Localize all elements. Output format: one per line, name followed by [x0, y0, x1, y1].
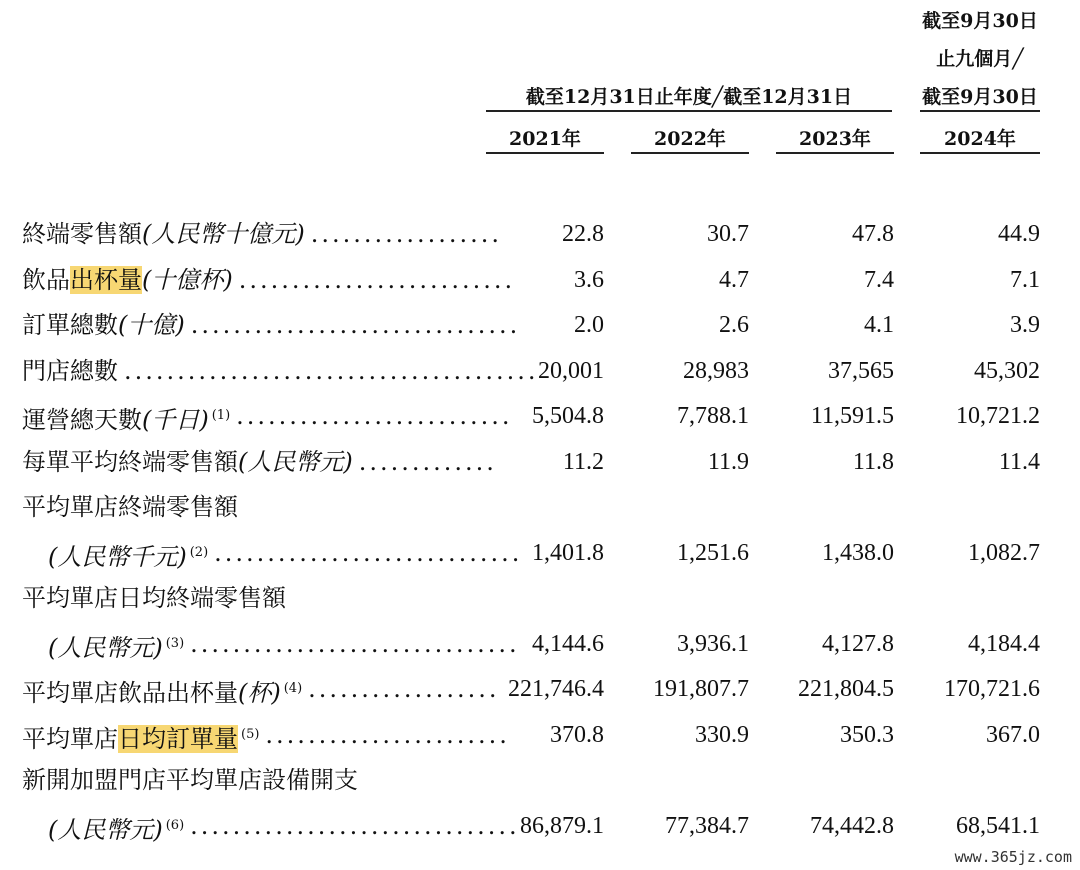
table-row — [22, 440, 1080, 484]
year-header: 2023年 — [799, 128, 871, 150]
value-cell: 330.9 — [695, 721, 749, 748]
value-cell: 11.9 — [707, 448, 749, 475]
value-cell: 221,746.4 — [508, 676, 604, 702]
row-unit: (人民幣元) — [238, 447, 353, 476]
row-unit: (十億) — [118, 311, 185, 339]
leader-dots: ....................... — [265, 720, 510, 749]
row-label — [22, 394, 230, 442]
row-label — [22, 349, 118, 393]
row-unit: (十億杯) — [142, 265, 233, 294]
value-cell: 1,082.7 — [968, 539, 1040, 566]
footnote-marker: (1) — [211, 408, 231, 423]
row-unit: (杯) — [238, 679, 281, 707]
row-unit: (千日) — [142, 406, 209, 434]
year-rule — [776, 152, 894, 154]
value-cell: 5,504.8 — [532, 403, 604, 429]
row-label-text: 平均單店日均終端零售額 — [22, 584, 286, 612]
value-cell: 74,442.8 — [810, 812, 894, 839]
leader-dots: ............................... — [190, 629, 520, 658]
value-cell: 11.2 — [562, 448, 604, 475]
footnote-marker: (4) — [283, 681, 303, 696]
row-label — [22, 303, 185, 347]
value-cell: 4,184.4 — [968, 630, 1040, 657]
value-cell: 37,565 — [828, 357, 894, 384]
row-label-text: 平均單店飲品出杯量 — [22, 679, 238, 707]
value-cell: 191,807.7 — [653, 676, 749, 702]
value-cell: 3,936.1 — [677, 630, 749, 657]
row-label — [22, 485, 238, 529]
value-cell: 30.7 — [707, 221, 749, 247]
footnote-marker: (6) — [165, 817, 185, 833]
table-row — [22, 622, 1080, 666]
row-label — [48, 804, 184, 852]
table-row — [22, 258, 1080, 302]
row-label — [22, 212, 305, 256]
table-row — [22, 576, 1080, 620]
value-cell: 2.6 — [719, 312, 749, 338]
footnote-marker: (5) — [241, 726, 260, 742]
row-label-text: 新開加盟門店平均單店設備開支 — [22, 766, 358, 794]
row-label-text: 運營總天數 — [22, 406, 142, 434]
col-header-period: 截至9月30日 — [922, 10, 1038, 32]
value-cell: 86,879.1 — [520, 812, 604, 839]
leader-dots: ............................. — [214, 538, 523, 567]
value-cell: 350.3 — [840, 721, 894, 748]
col-group-header: 截至12月31日止年度╱截至12月31日 — [525, 86, 853, 108]
value-cell: 20,001 — [538, 357, 604, 384]
row-label — [22, 713, 259, 761]
footnote-marker: (3) — [165, 635, 185, 651]
table-row — [22, 349, 1080, 393]
value-cell: 3.9 — [1010, 312, 1040, 338]
col-header-period: 止九個月╱ — [936, 48, 1024, 70]
leader-dots: ....................................... — [124, 356, 539, 385]
year-header: 2021年 — [509, 128, 581, 150]
value-cell: 22.8 — [562, 221, 604, 247]
value-cell: 47.8 — [852, 221, 894, 247]
leader-dots: .................. — [310, 220, 503, 248]
table-row — [22, 713, 1080, 757]
watermark: www.365jz.com — [954, 848, 1072, 866]
value-cell: 77,384.7 — [665, 812, 749, 839]
value-cell: 44.9 — [998, 221, 1040, 247]
value-cell: 370.8 — [550, 721, 604, 748]
row-unit: (人民幣十億元) — [142, 220, 305, 248]
value-cell: 1,401.8 — [532, 539, 604, 566]
table-row — [22, 303, 1080, 347]
row-label — [22, 758, 358, 802]
table-row — [22, 758, 1080, 802]
header-rule — [486, 110, 892, 112]
leader-dots: ............................... — [190, 311, 521, 339]
leader-dots: .......................... — [236, 402, 513, 430]
row-label — [22, 667, 302, 715]
value-cell: 45,302 — [974, 357, 1040, 384]
highlighted-text: 出杯量 — [70, 265, 142, 294]
year-header: 2022年 — [654, 128, 726, 150]
leader-dots: ............. — [358, 447, 497, 476]
row-label-text: 每單平均終端零售額 — [22, 447, 238, 476]
value-cell: 1,251.6 — [677, 539, 749, 566]
value-cell: 28,983 — [683, 357, 749, 384]
value-cell: 1,438.0 — [822, 539, 894, 566]
row-label — [48, 531, 208, 579]
leader-dots: .......................... — [238, 265, 516, 294]
row-label-text: 平均單店 — [22, 724, 118, 753]
row-unit: (人民幣元) — [48, 815, 163, 844]
row-unit: (人民幣千元) — [48, 542, 187, 571]
table-row — [22, 212, 1080, 256]
row-label-text: 終端零售額 — [22, 220, 142, 248]
row-label-text: 訂單總數 — [22, 311, 118, 339]
value-cell: 68,541.1 — [956, 812, 1040, 839]
row-label — [22, 576, 286, 620]
table-row — [22, 667, 1080, 711]
year-rule — [631, 152, 749, 154]
value-cell: 4,127.8 — [822, 630, 894, 657]
row-label — [22, 258, 233, 302]
table-row — [22, 804, 1080, 848]
value-cell: 11.8 — [852, 448, 894, 475]
leader-dots: .................. — [308, 675, 500, 703]
value-cell: 4.1 — [864, 312, 894, 338]
value-cell: 11,591.5 — [810, 403, 894, 429]
value-cell: 11.4 — [998, 448, 1040, 475]
value-cell: 7.4 — [864, 266, 894, 293]
value-cell: 4,144.6 — [532, 630, 604, 657]
row-unit: (人民幣元) — [48, 633, 163, 662]
value-cell: 2.0 — [574, 312, 604, 338]
highlighted-text: 日均訂單量 — [118, 724, 238, 753]
year-rule — [486, 152, 604, 154]
row-label-text: 門店總數 — [22, 356, 118, 385]
value-cell: 10,721.2 — [956, 403, 1040, 429]
row-label-text: 飲品 — [22, 265, 70, 294]
row-label — [48, 622, 184, 670]
value-cell: 221,804.5 — [798, 676, 894, 702]
year-rule — [920, 152, 1040, 154]
col-header-period: 截至9月30日 — [922, 86, 1038, 108]
table-row — [22, 485, 1080, 529]
table-row — [22, 531, 1080, 575]
table-row — [22, 394, 1080, 438]
row-label-text: 平均單店終端零售額 — [22, 493, 238, 521]
value-cell: 4.7 — [719, 266, 749, 293]
value-cell: 367.0 — [986, 721, 1040, 748]
footnote-marker: (2) — [189, 544, 209, 560]
value-cell: 7,788.1 — [677, 403, 749, 429]
value-cell: 7.1 — [1010, 266, 1040, 293]
row-label — [22, 440, 353, 484]
header-rule — [920, 110, 1040, 112]
leader-dots: ............................... — [190, 811, 520, 840]
value-cell: 3.6 — [574, 266, 604, 293]
value-cell: 170,721.6 — [944, 676, 1040, 702]
year-header: 2024年 — [944, 128, 1016, 150]
